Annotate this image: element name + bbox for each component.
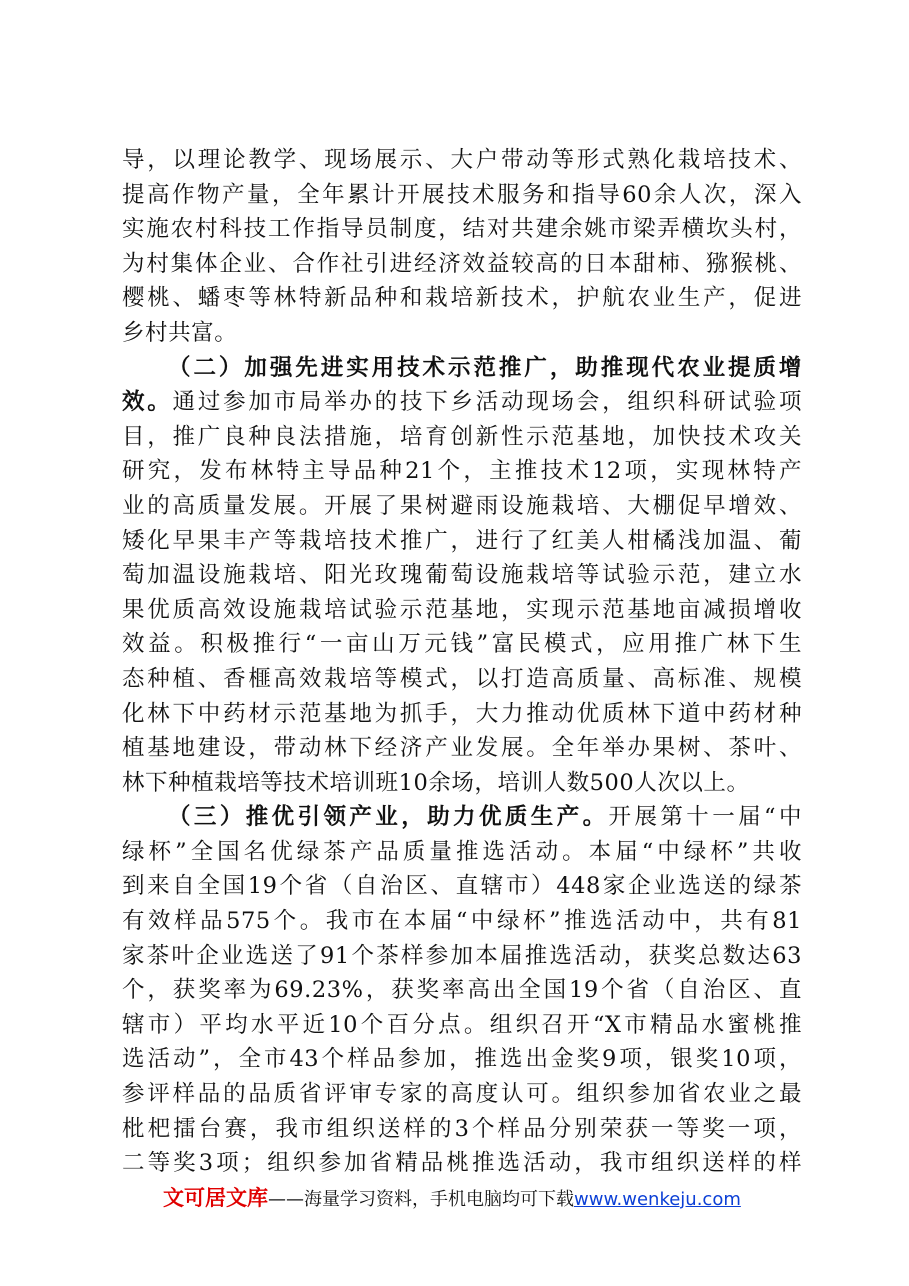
text-line: 实施农村科技工作指导员制度，结对共建余姚市梁弄横坎头村，: [122, 216, 802, 243]
text-line: 研究，发布林特主导品种21个，主推技术12项，实现林特产: [122, 458, 802, 485]
text-line: 辖市）平均水平近10个百分点。组织召开“X市精品水蜜桃推: [122, 1011, 802, 1038]
section-heading-2: （二）加强先进实用技术示范推广，助推现代农业提质增: [168, 354, 802, 381]
footer-slogan: ——海量学习资料，手机电脑均可下载: [268, 1189, 574, 1210]
text-line: 参评样品的品质省评审专家的高度认可。组织参加省农业之最: [122, 1081, 802, 1108]
section-heading-2-tail: 效。: [122, 389, 173, 416]
text-line: 绿杯”全国名优绿茶产品质量推选活动。本届“中绿杯”共收: [122, 838, 802, 865]
text-line: 植基地建设，带动林下经济产业发展。全年举办果树、茶叶、: [122, 735, 802, 762]
text-line: 乡村共富。: [122, 319, 238, 346]
text-line: 选活动”，全市43个样品参加，推选出金奖9项，银奖10项，: [122, 1046, 802, 1073]
text-line: 樱桃、蟠枣等林特新品种和栽培新技术，护航农业生产，促进: [122, 285, 802, 312]
text-line: 果优质高效设施栽培试验示范基地，实现示范基地亩减损增收: [122, 596, 802, 623]
text-line: 有效样品575个。我市在本届“中绿杯”推选活动中，共有81: [122, 908, 802, 935]
footer-banner: [163, 1183, 741, 1213]
section-3-text: 开展第十一届“中: [608, 804, 802, 831]
text-line: 效益。积极推行“一亩山万元钱”富民模式，应用推广林下生: [122, 631, 802, 658]
text-line: 态种植、香榧高效栽培等模式，以打造高质量、高标准、规模: [122, 665, 802, 692]
text-line: 矮化早果丰产等栽培技术推广，进行了红美人柑橘浅加温、葡: [122, 527, 802, 554]
text-line: 家茶叶企业选送了91个茶样参加本届推选活动，获奖总数达63: [122, 942, 802, 969]
text-line: 萄加温设施栽培、阳光玫瑰葡萄设施栽培等试验示范，建立水: [122, 562, 802, 589]
footer-brand: 文可居文库: [163, 1186, 268, 1210]
text-line: 目，推广良种良法措施，培育创新性示范基地，加快技术攻关: [122, 423, 802, 450]
footer-site-link[interactable]: www.wenkeju.com: [574, 1189, 741, 1210]
text-line: 化林下中药材示范基地为抓手，大力推动优质林下道中药材种: [122, 700, 802, 727]
text-line: [122, 385, 802, 420]
text-line: 二等奖3项；组织参加省精品桃推选活动，我市组织送样的样: [122, 1150, 802, 1177]
text-line: 个，获奖率为69.23%，获奖率高出全国19个省（自治区、直: [122, 977, 802, 1004]
text-line: 枇杷擂台赛，我市组织送样的3个样品分别荣获一等奖一项，: [122, 1115, 802, 1142]
document-body: [122, 143, 802, 1181]
section-2-text: 通过参加市局举办的技下乡活动现场会，组织科研试验项: [172, 389, 802, 416]
text-line: 业的高质量发展。开展了果树避雨设施栽培、大棚促早增效、: [122, 492, 802, 519]
text-line: 提高作物产量，全年累计开展技术服务和指导60余人次，深入: [122, 181, 802, 208]
text-line: 到来自全国19个省（自治区、直辖市）448家企业选送的绿茶: [122, 873, 802, 900]
text-line: 林下种植栽培等技术培训班10余场，培训人数500人次以上。: [122, 769, 750, 796]
text-line: 为村集体企业、合作社引进经济效益较高的日本甜柿、猕猴桃、: [122, 250, 802, 277]
section-heading-3: （三）推优引领产业，助力优质生产。: [168, 804, 609, 831]
text-line: 导，以理论教学、现场展示、大户带动等形式熟化栽培技术、: [122, 147, 802, 173]
text-line: [122, 800, 802, 835]
